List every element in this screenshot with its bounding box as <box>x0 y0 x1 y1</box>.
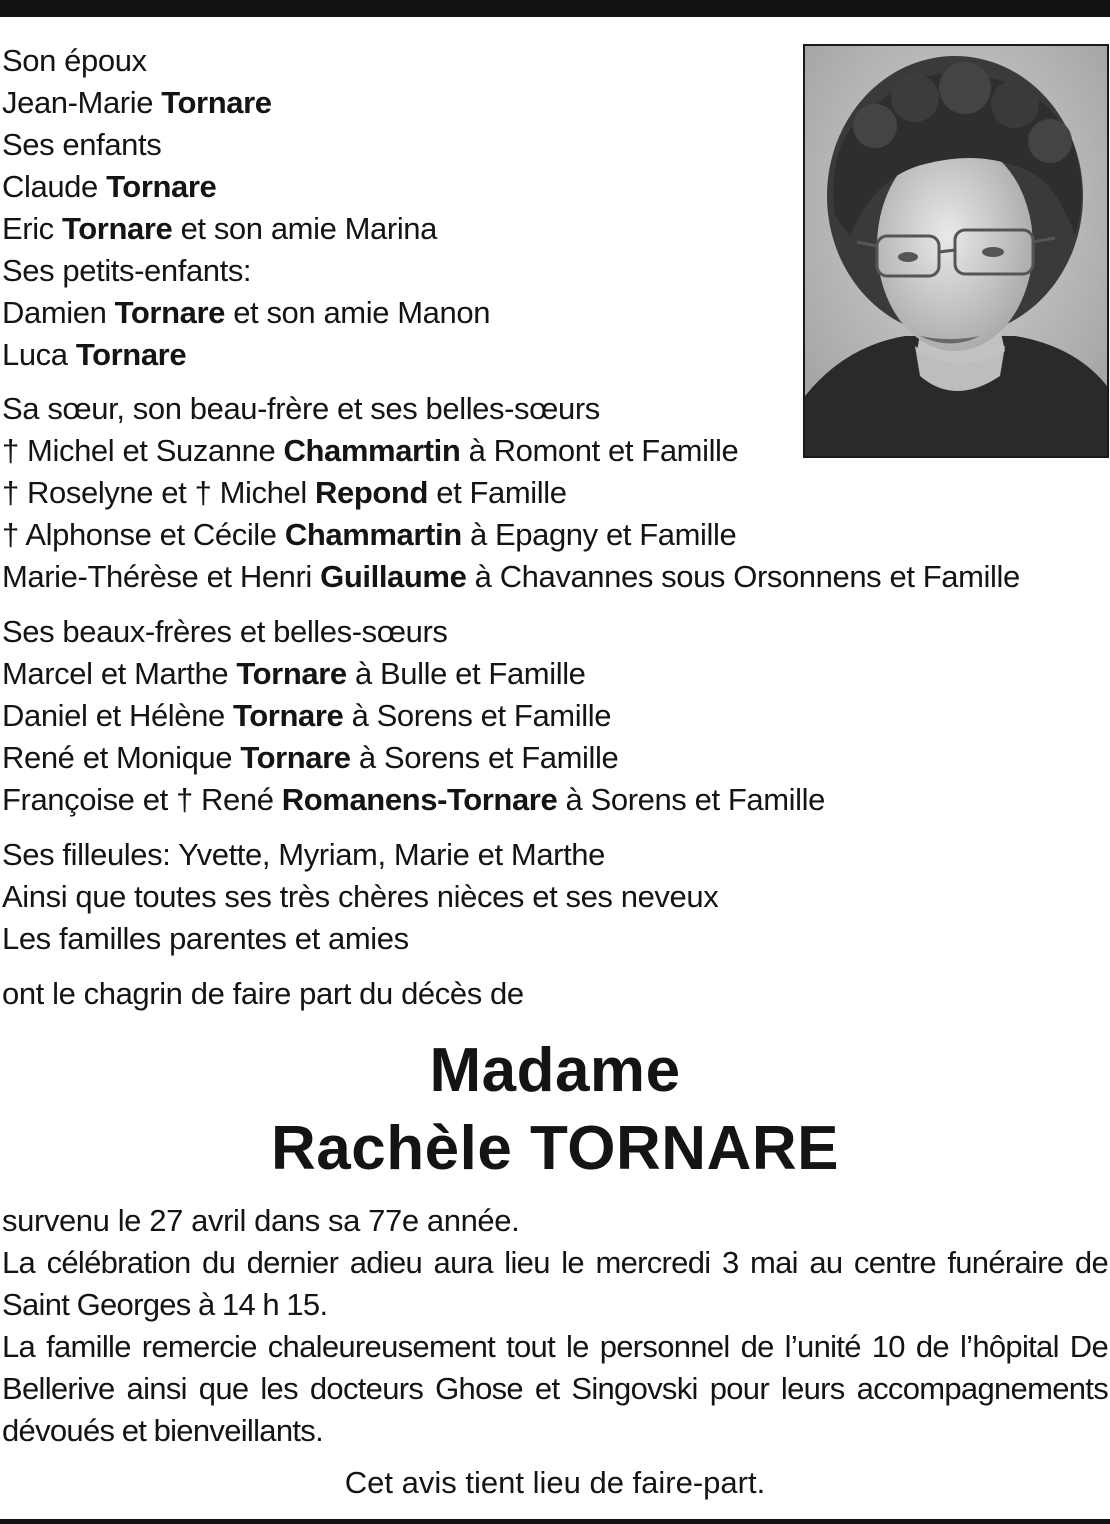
nieces-nephews-line: Ainsi que toutes ses très chères nièces et ses neveux <box>2 879 719 914</box>
family-line: Marcel et Marthe Tornare à Bulle et Famille <box>2 656 586 691</box>
family-line: Françoise et † René Romanens-Tornare à Sorens et Famille <box>2 782 825 817</box>
family-line: Marie-Thérèse et Henri Guillaume à Chavannes sous Orsonnens et Famille <box>2 559 1020 594</box>
deceased-name: Rachèle TORNARE <box>271 1114 839 1183</box>
family-line: † Michel et Suzanne Chammartin à Romont et Famille <box>2 433 739 468</box>
family-line: René et Monique Tornare à Sorens et Famille <box>2 740 619 775</box>
goddaughters-line: Ses filleules: Yvette, Myriam, Marie et Marthe <box>2 837 605 872</box>
thanks-paragraph: La famille remercie chaleureusement tout le personnel de l’unité 10 de l’hôpital De Bellerive ainsi que les docteurs Ghose et Singovski pour leurs accompagnements dévoués et bienveillants. <box>2 1329 1108 1448</box>
grandchild-name: Damien Tornare et son amie Manon <box>2 295 491 330</box>
announcement-line: ont le chagrin de faire part du décès de <box>2 976 524 1011</box>
grandchildren-label: Ses petits-enfants: <box>2 253 252 288</box>
death-date-line: survenu le 27 avril dans sa 77e année. <box>2 1203 520 1238</box>
in-laws-label: Ses beaux-frères et belles-sœurs <box>2 614 448 649</box>
family-line: Daniel et Hélène Tornare à Sorens et Famille <box>2 698 612 733</box>
spouse-name: Jean-Marie Tornare <box>2 85 272 120</box>
top-rule <box>0 0 1110 17</box>
family-line: † Roselyne et † Michel Repond et Famille <box>2 475 567 510</box>
family-line: † Alphonse et Cécile Chammartin à Epagny et Famille <box>2 517 737 552</box>
child-name: Claude Tornare <box>2 169 217 204</box>
portrait-photo <box>803 44 1109 458</box>
bottom-rule <box>0 1519 1110 1524</box>
sibling-label: Sa sœur, son beau-frère et ses belles-sœurs <box>2 391 600 426</box>
footer-note: Cet avis tient lieu de faire-part. <box>344 1465 766 1500</box>
relatives-line: Les familles parentes et amies <box>2 921 409 956</box>
ceremony-paragraph: La célébration du dernier adieu aura lieu le mercredi 3 mai au centre funéraire de Saint Georges à 14 h 15. <box>2 1245 1108 1322</box>
grandchild-name: Luca Tornare <box>2 337 187 372</box>
deceased-title: Madame <box>429 1036 681 1105</box>
spouse-label: Son époux <box>2 43 147 78</box>
children-label: Ses enfants <box>2 127 162 162</box>
child-name: Eric Tornare et son amie Marina <box>2 211 437 246</box>
